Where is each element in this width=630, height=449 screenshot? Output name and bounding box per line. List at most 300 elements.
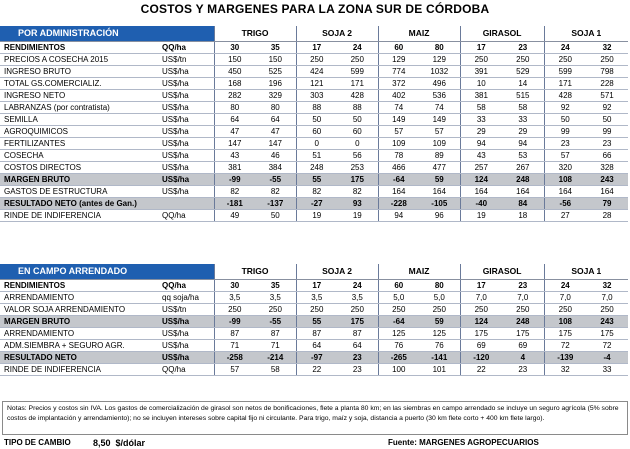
value-cell: 57 [378, 125, 419, 137]
table-row [0, 65, 628, 77]
value-cell: 250 [296, 53, 337, 65]
value-cell: 50 [337, 113, 378, 125]
value-cell: 164 [544, 185, 586, 197]
value-cell: 24 [544, 41, 586, 53]
value-cell: 248 [502, 173, 544, 185]
value-cell: 76 [378, 339, 419, 351]
value-cell: -99 [214, 315, 255, 327]
value-cell: 82 [214, 185, 255, 197]
value-cell: 7,0 [502, 291, 544, 303]
row-label: COSECHA [0, 149, 160, 161]
value-cell: 3,5 [296, 291, 337, 303]
value-cell: 64 [255, 113, 296, 125]
value-cell: 100 [378, 363, 419, 375]
crop-header: SOJA 1 [544, 26, 628, 41]
value-cell: 149 [378, 113, 419, 125]
value-cell: 150 [214, 53, 255, 65]
table-row [0, 339, 628, 351]
value-cell: 24 [544, 279, 586, 291]
value-cell: 171 [544, 77, 586, 89]
exchange-rate [93, 437, 145, 449]
value-cell: -141 [419, 351, 460, 363]
value-cell: 79 [586, 197, 628, 209]
admin-table [0, 26, 628, 222]
value-cell: 17 [296, 279, 337, 291]
value-cell: 1032 [419, 65, 460, 77]
value-cell: 150 [255, 53, 296, 65]
value-cell: 43 [214, 149, 255, 161]
value-cell: 175 [544, 327, 586, 339]
row-label: RINDE DE INDIFERENCIA [0, 209, 160, 221]
value-cell: 525 [255, 65, 296, 77]
value-cell: 168 [214, 77, 255, 89]
value-cell: 57 [544, 149, 586, 161]
value-cell: 58 [255, 363, 296, 375]
value-cell: 56 [337, 149, 378, 161]
value-cell: -64 [378, 315, 419, 327]
row-unit [160, 197, 214, 209]
value-cell: -4 [586, 351, 628, 363]
row-unit: US$/ha [160, 339, 214, 351]
value-cell: 76 [419, 339, 460, 351]
value-cell: 82 [337, 185, 378, 197]
row-label: RENDIMIENTOS [0, 41, 160, 53]
value-cell: 124 [460, 173, 502, 185]
table-row [0, 315, 628, 327]
value-cell: 23 [502, 41, 544, 53]
row-label: GASTOS DE ESTRUCTURA [0, 185, 160, 197]
exchange-unit: $/dólar [115, 438, 146, 448]
value-cell: 71 [214, 339, 255, 351]
row-label: ARRENDAMIENTO [0, 327, 160, 339]
page-title: COSTOS Y MARGENES PARA LA ZONA SUR DE CÓRDOBA [140, 2, 490, 16]
table-row [0, 303, 628, 315]
value-cell: 60 [296, 125, 337, 137]
table-row [0, 41, 628, 53]
row-unit: US$/ha [160, 65, 214, 77]
value-cell: 69 [502, 339, 544, 351]
value-cell: 164 [378, 185, 419, 197]
value-cell: 175 [337, 315, 378, 327]
row-label: FERTILIZANTES [0, 137, 160, 149]
section-title: POR ADMINISTRACIÓN [0, 26, 214, 41]
value-cell: 250 [255, 303, 296, 315]
value-cell: 87 [296, 327, 337, 339]
value-cell: 29 [460, 125, 502, 137]
value-cell: 29 [502, 125, 544, 137]
value-cell: 250 [544, 53, 586, 65]
value-cell: 33 [502, 113, 544, 125]
value-cell: 320 [544, 161, 586, 173]
value-cell: 64 [214, 113, 255, 125]
value-cell: 7,0 [460, 291, 502, 303]
value-cell: 250 [214, 303, 255, 315]
value-cell: 3,5 [214, 291, 255, 303]
table-row [0, 279, 628, 291]
row-unit: US$/tn [160, 303, 214, 315]
table-row [0, 161, 628, 173]
value-cell: 164 [586, 185, 628, 197]
row-label: RENDIMIENTOS [0, 279, 160, 291]
value-cell: 87 [214, 327, 255, 339]
value-cell: 49 [214, 209, 255, 221]
value-cell: 74 [419, 101, 460, 113]
value-cell: 58 [502, 101, 544, 113]
value-cell: 18 [502, 209, 544, 221]
value-cell: -120 [460, 351, 502, 363]
value-cell: 23 [502, 363, 544, 375]
value-cell: 599 [337, 65, 378, 77]
header-row [0, 26, 628, 41]
value-cell: 428 [544, 89, 586, 101]
row-unit: qq soja/ha [160, 291, 214, 303]
value-cell: 94 [502, 137, 544, 149]
value-cell: 50 [255, 209, 296, 221]
value-cell: 80 [419, 41, 460, 53]
value-cell: 24 [337, 279, 378, 291]
value-cell: 257 [460, 161, 502, 173]
value-cell: 94 [378, 209, 419, 221]
value-cell: 466 [378, 161, 419, 173]
value-cell: 50 [544, 113, 586, 125]
value-cell: 32 [586, 279, 628, 291]
value-cell: 129 [378, 53, 419, 65]
value-cell: -214 [255, 351, 296, 363]
value-cell: 175 [460, 327, 502, 339]
value-cell: 477 [419, 161, 460, 173]
value-cell: 80 [419, 279, 460, 291]
value-cell: -55 [255, 315, 296, 327]
value-cell: 23 [502, 279, 544, 291]
value-cell: 19 [337, 209, 378, 221]
value-cell: 228 [586, 77, 628, 89]
value-cell: 57 [214, 363, 255, 375]
exchange-value: 8,50 [93, 438, 111, 448]
value-cell: 24 [337, 41, 378, 53]
arrendado-table [0, 264, 628, 376]
value-cell: 175 [586, 327, 628, 339]
value-cell: 599 [544, 65, 586, 77]
header-row [0, 264, 628, 279]
row-label: ARRENDAMIENTO [0, 291, 160, 303]
value-cell: -55 [255, 173, 296, 185]
value-cell: 82 [255, 185, 296, 197]
value-cell: 164 [502, 185, 544, 197]
row-unit: US$/ha [160, 173, 214, 185]
value-cell: 30 [214, 279, 255, 291]
value-cell: 88 [296, 101, 337, 113]
value-cell: 66 [586, 149, 628, 161]
value-cell: 69 [460, 339, 502, 351]
value-cell: 64 [337, 339, 378, 351]
value-cell: 3,5 [255, 291, 296, 303]
row-unit: QQ/ha [160, 41, 214, 53]
value-cell: 248 [502, 315, 544, 327]
value-cell: 82 [296, 185, 337, 197]
value-cell: 33 [460, 113, 502, 125]
table-row [0, 197, 628, 209]
value-cell: 60 [378, 279, 419, 291]
value-cell: -265 [378, 351, 419, 363]
value-cell: 108 [544, 315, 586, 327]
value-cell: 391 [460, 65, 502, 77]
table-row [0, 173, 628, 185]
value-cell: 250 [460, 53, 502, 65]
value-cell: 402 [378, 89, 419, 101]
value-cell: 149 [419, 113, 460, 125]
value-cell: 33 [586, 363, 628, 375]
value-cell: 92 [544, 101, 586, 113]
value-cell: 53 [502, 149, 544, 161]
value-cell: 89 [419, 149, 460, 161]
footer [0, 437, 630, 449]
value-cell: 60 [337, 125, 378, 137]
value-cell: 250 [296, 303, 337, 315]
value-cell: 124 [460, 315, 502, 327]
table-row [0, 77, 628, 89]
value-cell: 94 [460, 137, 502, 149]
value-cell: 72 [586, 339, 628, 351]
crop-header: SOJA 1 [544, 264, 628, 279]
value-cell: 23 [586, 137, 628, 149]
value-cell: 14 [502, 77, 544, 89]
admin-section [0, 26, 630, 222]
table-row [0, 185, 628, 197]
value-cell: 328 [586, 161, 628, 173]
value-cell: 450 [214, 65, 255, 77]
value-cell: 23 [337, 351, 378, 363]
value-cell: 267 [502, 161, 544, 173]
value-cell: 23 [337, 363, 378, 375]
value-cell: 250 [586, 303, 628, 315]
value-cell: 57 [419, 125, 460, 137]
row-unit: QQ/ha [160, 209, 214, 221]
value-cell: 96 [419, 209, 460, 221]
value-cell: -99 [214, 173, 255, 185]
value-cell: 381 [214, 161, 255, 173]
value-cell: 101 [419, 363, 460, 375]
row-label: RESULTADO NETO [0, 351, 160, 363]
row-unit: US$/tn [160, 53, 214, 65]
value-cell: 7,0 [544, 291, 586, 303]
row-unit: US$/ha [160, 161, 214, 173]
row-unit: US$/ha [160, 113, 214, 125]
crop-header: GIRASOL [460, 26, 544, 41]
row-label: TOTAL GS.COMERCIALIZ. [0, 77, 160, 89]
value-cell: 28 [586, 209, 628, 221]
value-cell: -137 [255, 197, 296, 209]
row-label: AGROQUIMICOS [0, 125, 160, 137]
value-cell: 30 [214, 41, 255, 53]
source-note: Fuente: MARGENES AGROPECUARIOS [388, 438, 539, 447]
value-cell: 282 [214, 89, 255, 101]
value-cell: 93 [337, 197, 378, 209]
value-cell: 22 [296, 363, 337, 375]
row-unit: US$/ha [160, 137, 214, 149]
value-cell: 50 [586, 113, 628, 125]
value-cell: 87 [255, 327, 296, 339]
row-label: MARGEN BRUTO [0, 173, 160, 185]
row-label: LABRANZAS (por contratista) [0, 101, 160, 113]
value-cell: 250 [544, 303, 586, 315]
value-cell: 571 [586, 89, 628, 101]
value-cell: 80 [214, 101, 255, 113]
table-row [0, 363, 628, 375]
value-cell: 59 [419, 315, 460, 327]
value-cell: 47 [255, 125, 296, 137]
value-cell: 147 [255, 137, 296, 149]
value-cell: 87 [337, 327, 378, 339]
value-cell: 92 [586, 101, 628, 113]
row-label: SEMILLA [0, 113, 160, 125]
value-cell: 109 [378, 137, 419, 149]
value-cell: -97 [296, 351, 337, 363]
value-cell: 798 [586, 65, 628, 77]
value-cell: -64 [378, 173, 419, 185]
row-unit: QQ/ha [160, 279, 214, 291]
row-label: PRECIOS A COSECHA 2015 [0, 53, 160, 65]
value-cell: 17 [460, 41, 502, 53]
value-cell: -105 [419, 197, 460, 209]
value-cell: 171 [337, 77, 378, 89]
row-unit: US$/ha [160, 149, 214, 161]
value-cell: -56 [544, 197, 586, 209]
row-label: RESULTADO NETO (antes de Gan.) [0, 197, 160, 209]
table-row [0, 53, 628, 65]
value-cell: 10 [460, 77, 502, 89]
value-cell: 99 [544, 125, 586, 137]
value-cell: 381 [460, 89, 502, 101]
value-cell: 250 [337, 303, 378, 315]
value-cell: 125 [378, 327, 419, 339]
row-unit: US$/ha [160, 77, 214, 89]
row-unit: US$/ha [160, 125, 214, 137]
value-cell: -228 [378, 197, 419, 209]
value-cell: 250 [378, 303, 419, 315]
value-cell: 59 [419, 173, 460, 185]
value-cell: 250 [419, 303, 460, 315]
value-cell: 243 [586, 315, 628, 327]
value-cell: 35 [255, 279, 296, 291]
value-cell: 243 [586, 173, 628, 185]
value-cell: 424 [296, 65, 337, 77]
value-cell: 99 [586, 125, 628, 137]
value-cell: 250 [460, 303, 502, 315]
value-cell: 250 [586, 53, 628, 65]
value-cell: 78 [378, 149, 419, 161]
value-cell: 384 [255, 161, 296, 173]
row-label: MARGEN BRUTO [0, 315, 160, 327]
value-cell: 55 [296, 173, 337, 185]
table-row [0, 209, 628, 221]
value-cell: 64 [296, 339, 337, 351]
crop-header: TRIGO [214, 26, 296, 41]
value-cell: 5,0 [378, 291, 419, 303]
value-cell: 248 [296, 161, 337, 173]
value-cell: 47 [214, 125, 255, 137]
crop-header: SOJA 2 [296, 26, 378, 41]
value-cell: 27 [544, 209, 586, 221]
value-cell: 250 [337, 53, 378, 65]
table-row [0, 125, 628, 137]
value-cell: 3,5 [337, 291, 378, 303]
value-cell: 5,0 [419, 291, 460, 303]
value-cell: 515 [502, 89, 544, 101]
table-row [0, 149, 628, 161]
row-unit: US$/ha [160, 89, 214, 101]
value-cell: 50 [296, 113, 337, 125]
value-cell: 17 [296, 41, 337, 53]
value-cell: 72 [544, 339, 586, 351]
value-cell: 164 [419, 185, 460, 197]
value-cell: 175 [337, 173, 378, 185]
value-cell: 80 [255, 101, 296, 113]
value-cell: 43 [460, 149, 502, 161]
crop-header: GIRASOL [460, 264, 544, 279]
row-label: ADM.SIEMBRA + SEGURO AGR. [0, 339, 160, 351]
value-cell: 84 [502, 197, 544, 209]
value-cell: 19 [460, 209, 502, 221]
value-cell: 428 [337, 89, 378, 101]
value-cell: -258 [214, 351, 255, 363]
row-unit: US$/ha [160, 315, 214, 327]
value-cell: 121 [296, 77, 337, 89]
row-label: INGRESO BRUTO [0, 65, 160, 77]
value-cell: 19 [296, 209, 337, 221]
value-cell: 175 [502, 327, 544, 339]
value-cell: -139 [544, 351, 586, 363]
value-cell: 7,0 [586, 291, 628, 303]
table-row [0, 291, 628, 303]
value-cell: 58 [460, 101, 502, 113]
value-cell: 774 [378, 65, 419, 77]
value-cell: 529 [502, 65, 544, 77]
value-cell: 108 [544, 173, 586, 185]
row-label: VALOR SOJA ARRENDAMIENTO [0, 303, 160, 315]
notes-box: Notas: Precios y costos sin IVA. Los gastos de comercialización de girasol son netos de bonificaciones, flete a planta 80 km; en las siembras en campo arrendado se incluye un seguro agrícola (5% sobre costos de implantación y arrendamiento); no se incluyen intereses sobre capital fijo ni circulante. Para trigo, maíz y soja, distancia a puerto (30 km flete corto + 400 km flete largo). [2, 401, 628, 435]
value-cell: -181 [214, 197, 255, 209]
value-cell: 32 [586, 41, 628, 53]
table-row [0, 137, 628, 149]
row-unit: US$/ha [160, 101, 214, 113]
table-row [0, 351, 628, 363]
value-cell: 253 [337, 161, 378, 173]
table-row [0, 327, 628, 339]
row-label: INGRESO NETO [0, 89, 160, 101]
value-cell: 164 [460, 185, 502, 197]
value-cell: 0 [337, 137, 378, 149]
value-cell: 35 [255, 41, 296, 53]
crop-header: MAIZ [378, 264, 460, 279]
table-row [0, 101, 628, 113]
row-unit: US$/ha [160, 351, 214, 363]
value-cell: 71 [255, 339, 296, 351]
value-cell: 60 [378, 41, 419, 53]
value-cell: 4 [502, 351, 544, 363]
value-cell: 496 [419, 77, 460, 89]
value-cell: 32 [544, 363, 586, 375]
row-unit: US$/ha [160, 327, 214, 339]
value-cell: 250 [502, 53, 544, 65]
value-cell: -27 [296, 197, 337, 209]
value-cell: 129 [419, 53, 460, 65]
section-title: EN CAMPO ARRENDADO [0, 264, 214, 279]
row-label: RINDE DE INDIFERENCIA [0, 363, 160, 375]
value-cell: 74 [378, 101, 419, 113]
value-cell: 250 [502, 303, 544, 315]
crop-header: SOJA 2 [296, 264, 378, 279]
value-cell: 536 [419, 89, 460, 101]
